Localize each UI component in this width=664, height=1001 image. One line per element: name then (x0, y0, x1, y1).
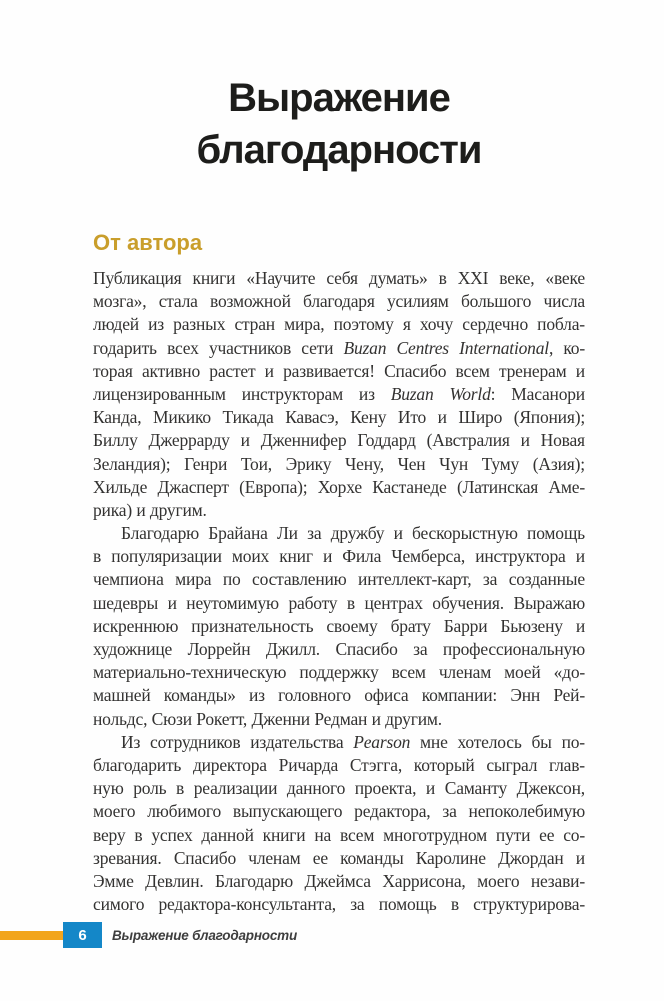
text-line: материально-техническую поддержку всем членам моей «до- (93, 662, 585, 683)
text-line: симого редактора-консультанта, за помощь в структурирова- (93, 894, 585, 915)
text-line: людей из разных стран мира, поэтому я хочу сердечно побла- (93, 314, 585, 335)
text-line: Канда, Микико Тикада Кавасэ, Кену Ито и Широ (Япония); (93, 407, 585, 428)
footer-chapter-title: Выражение благодарности (112, 927, 297, 943)
text-line: мозга», стала возможной благодаря усилиям большого числа (93, 291, 585, 312)
text-line: ную роль в реализации данного проекта, и Саманту Джексон, (93, 778, 585, 799)
text-line: Благодарю Брайана Ли за дружбу и бескорыстную помощь (121, 523, 585, 544)
text-line: рика) и другим. (93, 499, 207, 520)
text-line: зревания. Спасибо членам ее команды Каролине Джордан и (93, 847, 585, 868)
paragraph (93, 731, 585, 917)
section-heading: От автора (93, 230, 203, 255)
page-title-line: Выражение (228, 76, 450, 120)
text-line: Публикация книги «Научите себя думать» в XXI веке, «веке (93, 268, 585, 288)
text-line: торая активно растет и развивается! Спасибо всем тренерам и (93, 360, 585, 381)
footer-accent-bar (0, 931, 63, 940)
text-line: благодарить директора Ричарда Стэгга, который сыграл глав- (93, 754, 585, 775)
text-line: Биллу Джеррарду и Дженнифер Годдард (Австралия и Новая (93, 430, 585, 451)
page-number: 6 (78, 926, 87, 944)
text-line: чемпиона мира по составлению интеллект-карт, за созданные (93, 569, 585, 590)
text-line: Хильде Джасперт (Европа); Хорхе Кастанеде (Латинская Аме- (93, 476, 585, 497)
paragraph (93, 522, 585, 731)
text-line: Зеландия); Генри Тои, Эрику Чену, Чен Чун Туму (Азия); (93, 453, 585, 474)
paragraph (93, 267, 585, 522)
page-title-line: благодарности (196, 128, 482, 172)
text-line: Из сотрудников издательства Pearson мне хотелось бы по- (121, 731, 585, 752)
text-column (93, 0, 585, 916)
body-text (93, 267, 585, 916)
text-line: шедевры и неутомимую работу в центрах обучения. Выражаю (93, 592, 585, 613)
text-line: годарить всех участников сети Buzan Centres International, ко- (93, 337, 585, 358)
text-line: веру в успех данной книги на всем многотрудном пути ее со- (93, 824, 585, 845)
text-line: моего любимого выпускающего редактора, за непоколебимую (93, 801, 585, 822)
text-line: машней команды» из головного офиса компании: Энн Рей- (93, 685, 585, 706)
text-line: искреннюю признательность своему брату Барри Бьюзену и (93, 615, 585, 636)
text-line: нольдс, Сюзи Рокетт, Дженни Редман и другим. (93, 708, 442, 729)
text-line: художнице Лоррейн Джилл. Спасибо за профессиональную (93, 639, 585, 659)
page-title (93, 72, 585, 176)
text-line: Эмме Девлин. Благодарю Джеймса Харрисона, моего незави- (93, 870, 585, 891)
text-line: в популяризации моих книг и Фила Чемберса, инструктора и (93, 546, 585, 567)
page-number-badge (63, 922, 102, 948)
text-line: лицензированным инструкторам из Buzan World: Масанори (93, 383, 585, 404)
